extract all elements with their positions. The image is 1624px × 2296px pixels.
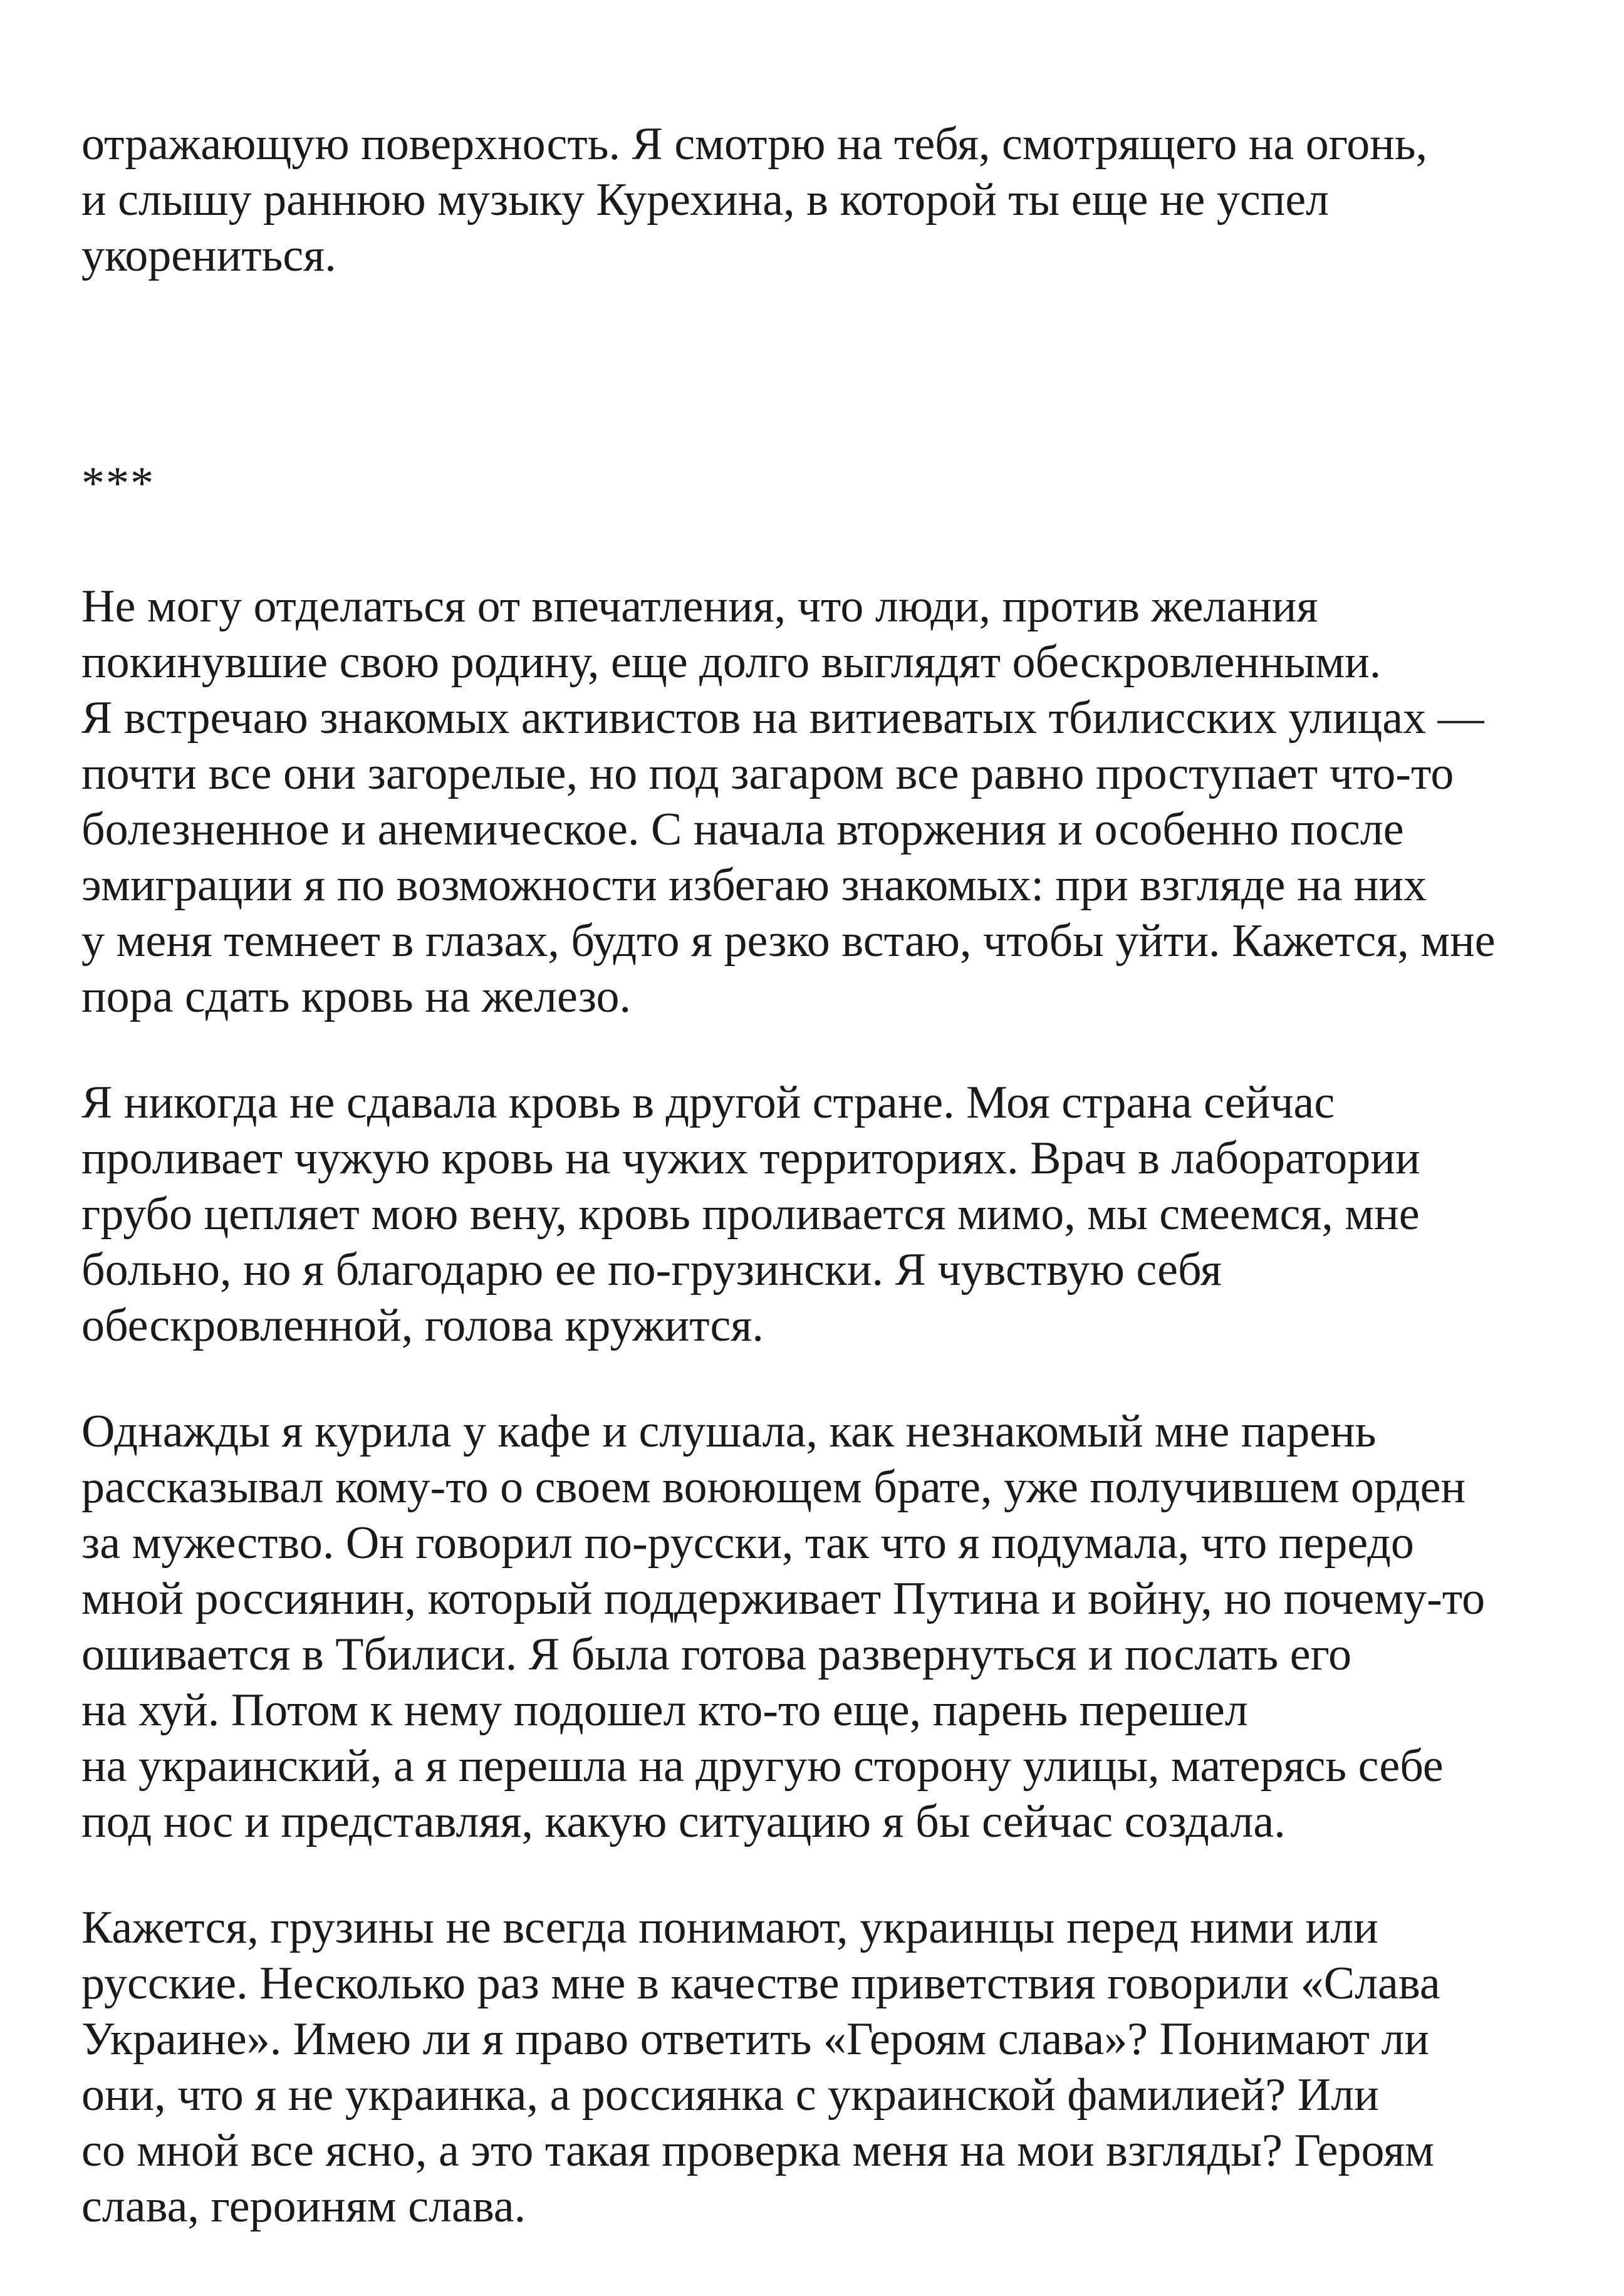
text-line: Не могу отделаться от впечатления, что люди, против желания xyxy=(81,581,1318,632)
paragraph-3 xyxy=(81,1075,1566,1354)
paragraph-1 xyxy=(81,117,1566,284)
text-line: больно, но я благодарю ее по-грузински. Я чувствую себя xyxy=(81,1244,1222,1296)
text-line: слава, героиням слава. xyxy=(81,2181,526,2232)
text-line: болезненное и анемическое. С начала вторжения и особенно после xyxy=(81,804,1404,855)
text-line: Я никогда не сдавала кровь в другой стране. Моя страна сейчас xyxy=(81,1077,1335,1128)
text-line: эмиграции я по возможности избегаю знакомых: при взгляде на них xyxy=(81,860,1427,911)
document-page xyxy=(81,117,1566,2235)
text-line: под нос и представляя, какую ситуацию я бы сейчас создала. xyxy=(81,1796,1286,1847)
text-line: русские. Несколько раз мне в качестве приветствия говорили «Слава xyxy=(81,1958,1440,2009)
text-line: обескровленной, голова кружится. xyxy=(81,1300,764,1351)
section-separator: *** xyxy=(81,458,155,509)
text-line: у меня темнеет в глазах, будто я резко встаю, чтобы уйти. Кажется, мне xyxy=(81,915,1496,967)
spacer xyxy=(81,1850,1566,1900)
paragraph-5 xyxy=(81,1900,1566,2235)
spacer xyxy=(81,1354,1566,1404)
text-line: проливает чужую кровь на чужих территориях. Врач в лаборатории xyxy=(81,1133,1420,1184)
text-line: на украинский, а я перешла на другую сторону улицы, матерясь себе xyxy=(81,1740,1444,1792)
text-line: и слышу раннюю музыку Курехина, в которой ты еще не успел xyxy=(81,174,1330,226)
text-line: рассказывал кому-то о своем воюющем брате, уже получившем орден xyxy=(81,1462,1466,1513)
text-line: Кажется, грузины не всегда понимают, украинцы перед ними или xyxy=(81,1902,1378,1953)
paragraph-4 xyxy=(81,1404,1566,1850)
text-line: мной россиянин, который поддерживает Путина и войну, но почему-то xyxy=(81,1573,1486,1624)
spacer xyxy=(81,1025,1566,1075)
text-line: Украине». Имею ли я право ответить «Героям слава»? Понимают ли xyxy=(81,2013,1430,2065)
text-line: Однажды я курила у кафе и слушала, как незнакомый мне парень xyxy=(81,1406,1377,1457)
text-line: пора сдать кровь на железо. xyxy=(81,971,632,1022)
text-line: они, что я не украинка, а россиянка с украинской фамилией? Или xyxy=(81,2069,1379,2121)
text-line: ошивается в Тбилиси. Я была готова развернуться и послать его xyxy=(81,1629,1352,1680)
paragraph-2 xyxy=(81,579,1566,1025)
text-line: укорениться. xyxy=(81,230,336,281)
text-line: за мужество. Он говорил по-русски, так что я подумала, что передо xyxy=(81,1517,1414,1569)
text-line: грубо цепляет мою вену, кровь проливается мимо, мы смеемся, мне xyxy=(81,1188,1420,1240)
text-line: на хуй. Потом к нему подошел кто-то еще, парень перешел xyxy=(81,1685,1248,1736)
spacer xyxy=(81,512,1566,579)
text-line: отражающую поверхность. Я смотрю на тебя, смотрящего на огонь, xyxy=(81,118,1428,170)
spacer xyxy=(81,284,1566,456)
text-line: Я встречаю знакомых активистов на витиеватых тбилисских улицах — xyxy=(81,692,1484,744)
text-line: почти все они загорелые, но под загаром все равно проступает что-то xyxy=(81,748,1454,799)
text-line: покинувшие свою родину, еще долго выглядят обескровленными. xyxy=(81,636,1382,688)
text-line: со мной все ясно, а это такая проверка меня на мои взгляды? Героям xyxy=(81,2125,1434,2176)
